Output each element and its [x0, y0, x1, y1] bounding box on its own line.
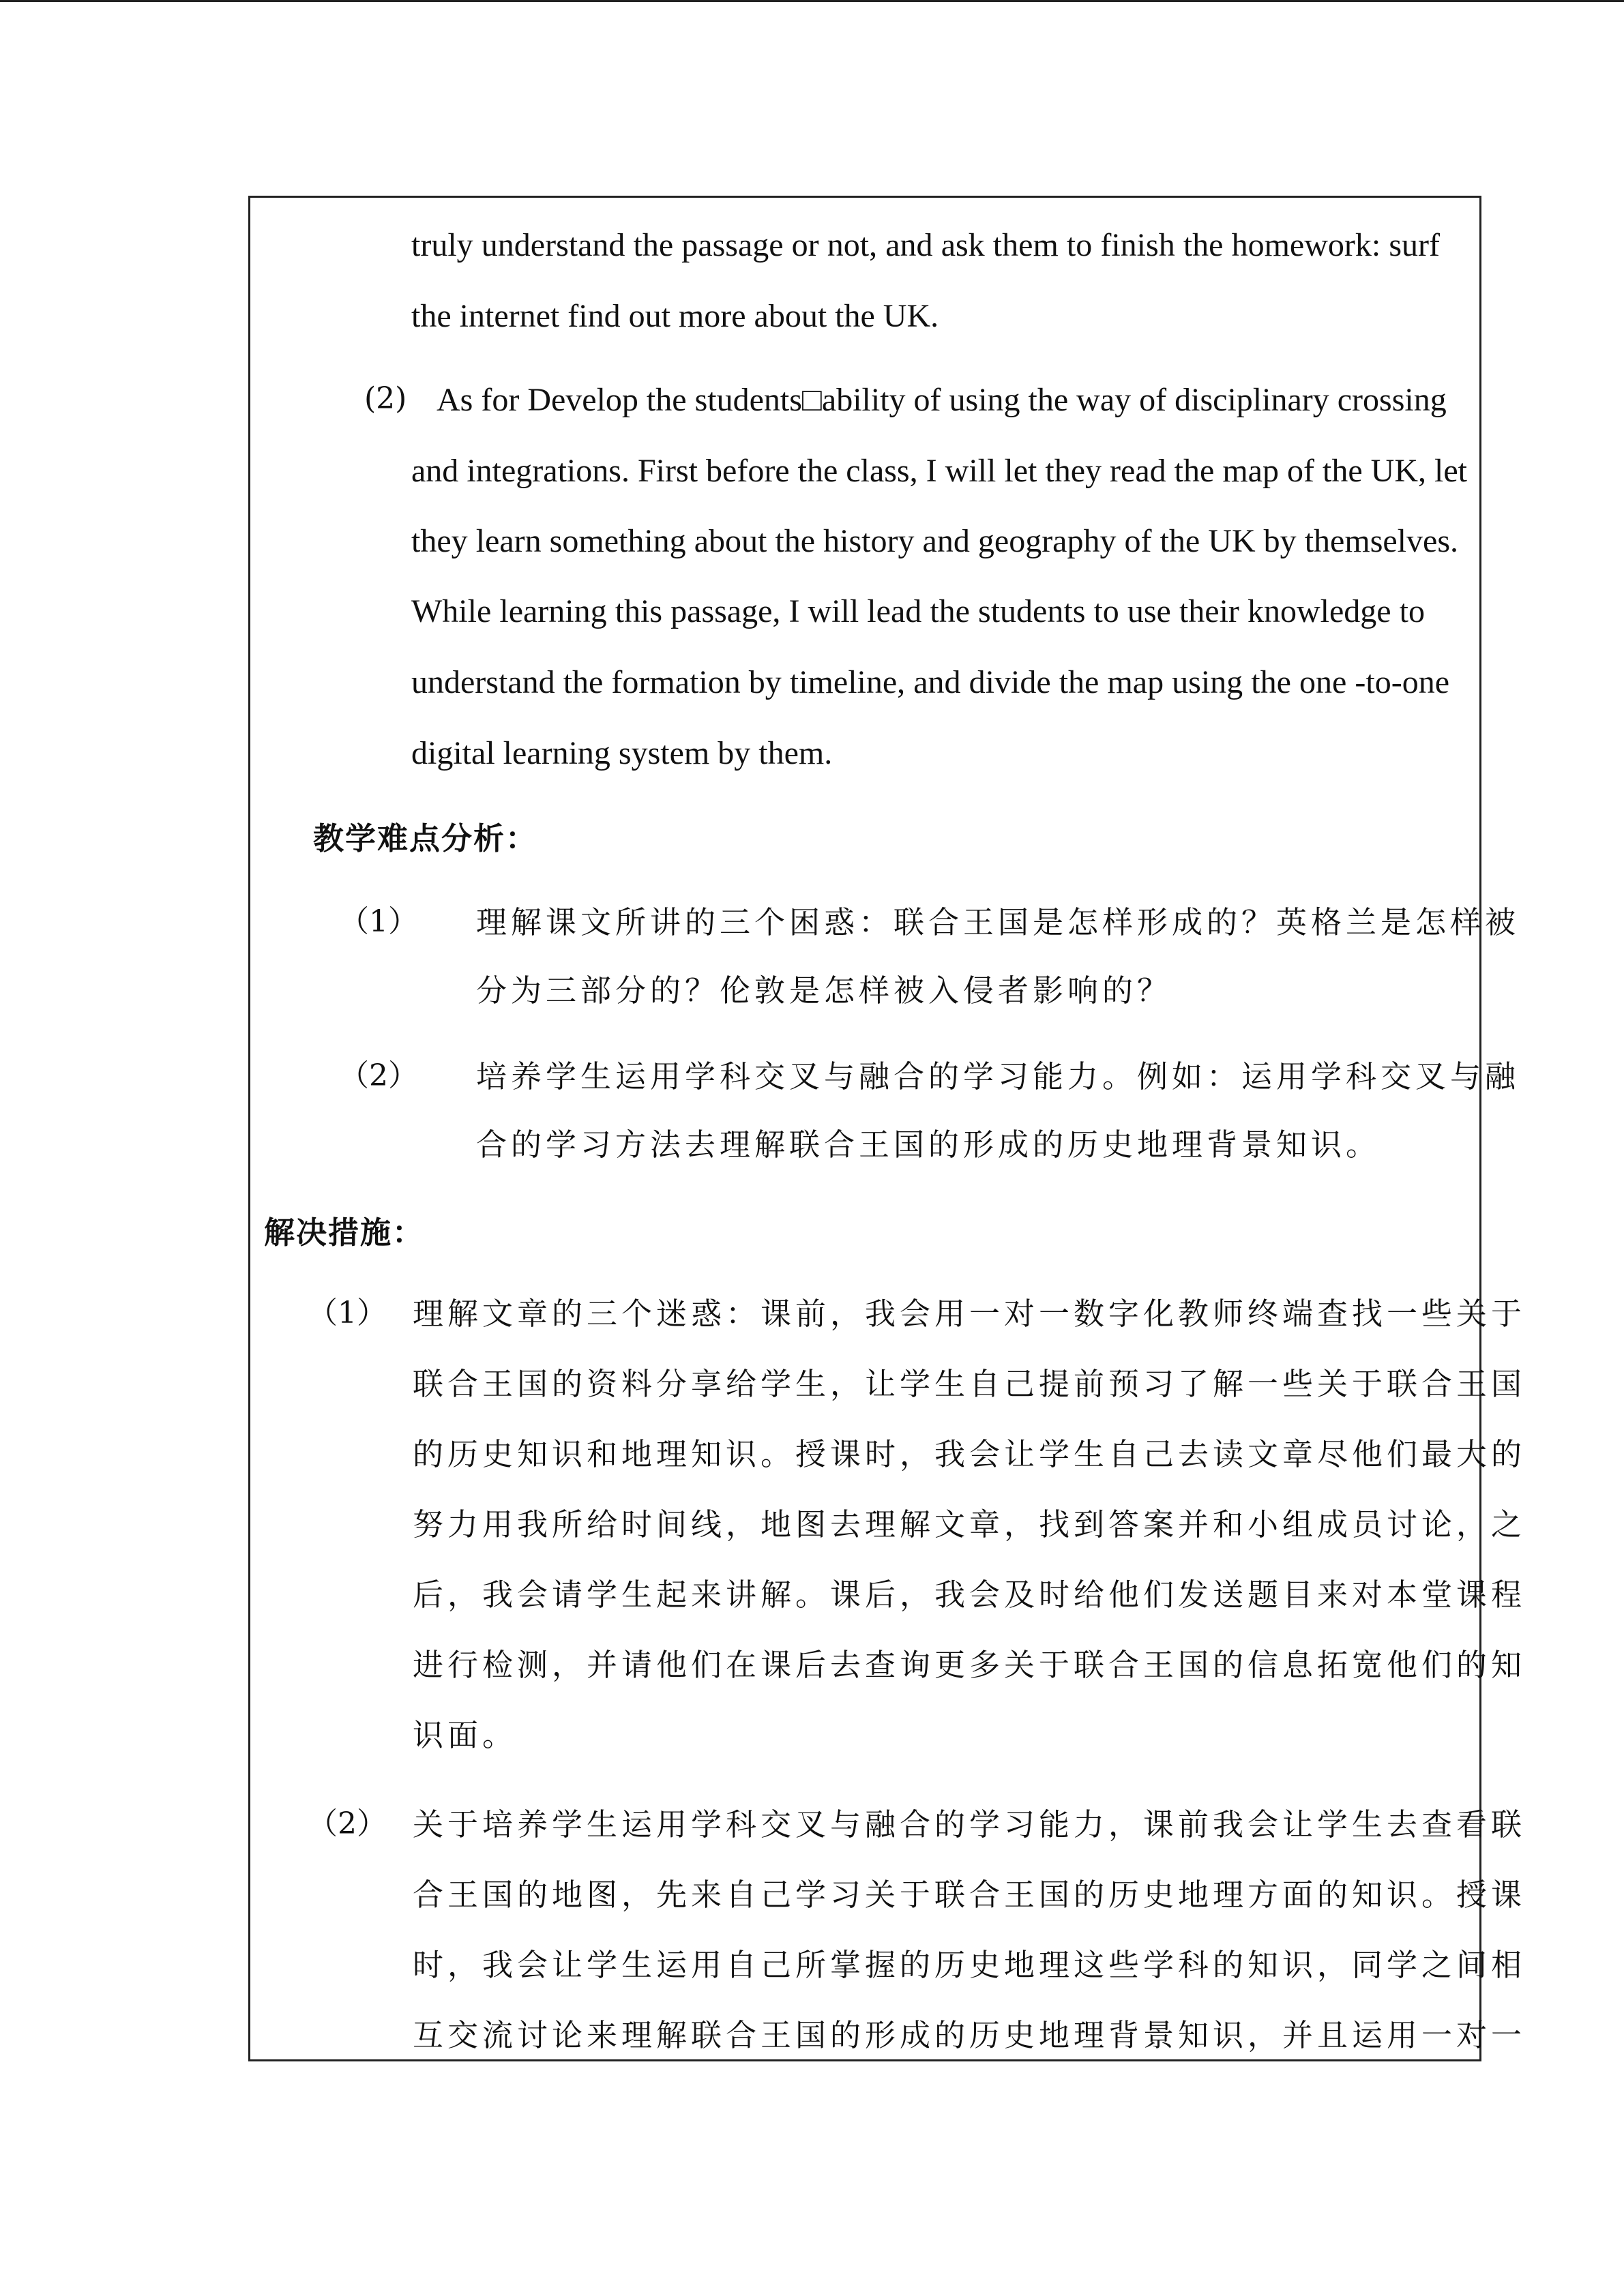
paragraph-line: truly understand the passage or not, and ask them to finish the homework: surf — [411, 227, 1440, 263]
paragraph-line: 进行检测，并请他们在课后去查询更多关于联合王国的信息拓宽他们的知 — [413, 1647, 1526, 1683]
paragraph-line: they learn something about the history and geography of the UK by themselves. — [411, 523, 1458, 559]
paragraph-line: 识面。 — [413, 1717, 518, 1753]
difficulties-heading: 教学难点分析： — [313, 820, 538, 856]
paragraph-line: 合王国的地图，先来自己学习关于联合王国的历史地理方面的知识。授课 — [413, 1877, 1526, 1913]
item-number: （2） — [339, 1058, 418, 1093]
item-number: （1） — [308, 1296, 387, 1330]
paragraph-line: understand the formation by timeline, and divide the map using the one -to-one — [411, 664, 1449, 700]
paragraph-line: 的历史知识和地理知识。授课时，我会让学生自己去读文章尽他们最大的 — [413, 1436, 1526, 1472]
paragraph-line: 后，我会请学生起来讲解。课后，我会及时给他们发送题目来对本堂课程 — [413, 1577, 1526, 1613]
paragraph-line: 分为三部分的？伦敦是怎样被入侵者影响的？ — [476, 972, 1172, 1009]
paragraph-line: 联合王国的资料分享给学生，让学生自己提前预习了解一些关于联合王国 — [413, 1366, 1526, 1402]
item-number: (2) — [364, 381, 407, 416]
paragraph-line: 互交流讨论来理解联合王国的形成的历史地理背景知识，并且运用一对一 — [413, 2017, 1526, 2053]
paragraph-line: 理解课文所讲的三个困惑：联合王国是怎样形成的？英格兰是怎样被 — [476, 904, 1520, 940]
paragraph-line: 培养学生运用学科交叉与融合的学习能力。例如：运用学科交叉与融 — [476, 1058, 1520, 1094]
item-number: （1） — [339, 904, 418, 939]
item-number: （2） — [308, 1806, 387, 1841]
solutions-heading: 解决措施： — [264, 1214, 425, 1251]
paragraph-line: 理解文章的三个迷惑：课前，我会用一对一数字化教师终端查找一些关于 — [413, 1296, 1526, 1332]
paragraph-line: As for Develop the students□ability of using the way of disciplinary crossing — [437, 382, 1447, 418]
paragraph-line: digital learning system by them. — [411, 735, 833, 771]
paragraph-line: While learning this passage, I will lead the students to use their knowledge to — [411, 593, 1425, 629]
paragraph-line: 合的学习方法去理解联合王国的形成的历史地理背景知识。 — [476, 1127, 1381, 1163]
paragraph-line: the internet find out more about the UK. — [411, 298, 939, 334]
page-top-border — [0, 0, 1624, 2]
paragraph-line: 关于培养学生运用学科交叉与融合的学习能力，课前我会让学生去查看联 — [413, 1806, 1526, 1843]
paragraph-line: 时，我会让学生运用自己所掌握的历史地理这些学科的知识，同学之间相 — [413, 1947, 1526, 1983]
paragraph-line: 努力用我所给时间线，地图去理解文章，找到答案并和小组成员讨论，之 — [413, 1506, 1526, 1542]
paragraph-line: and integrations. First before the class, I will let they read the map of the UK, let — [411, 453, 1467, 489]
